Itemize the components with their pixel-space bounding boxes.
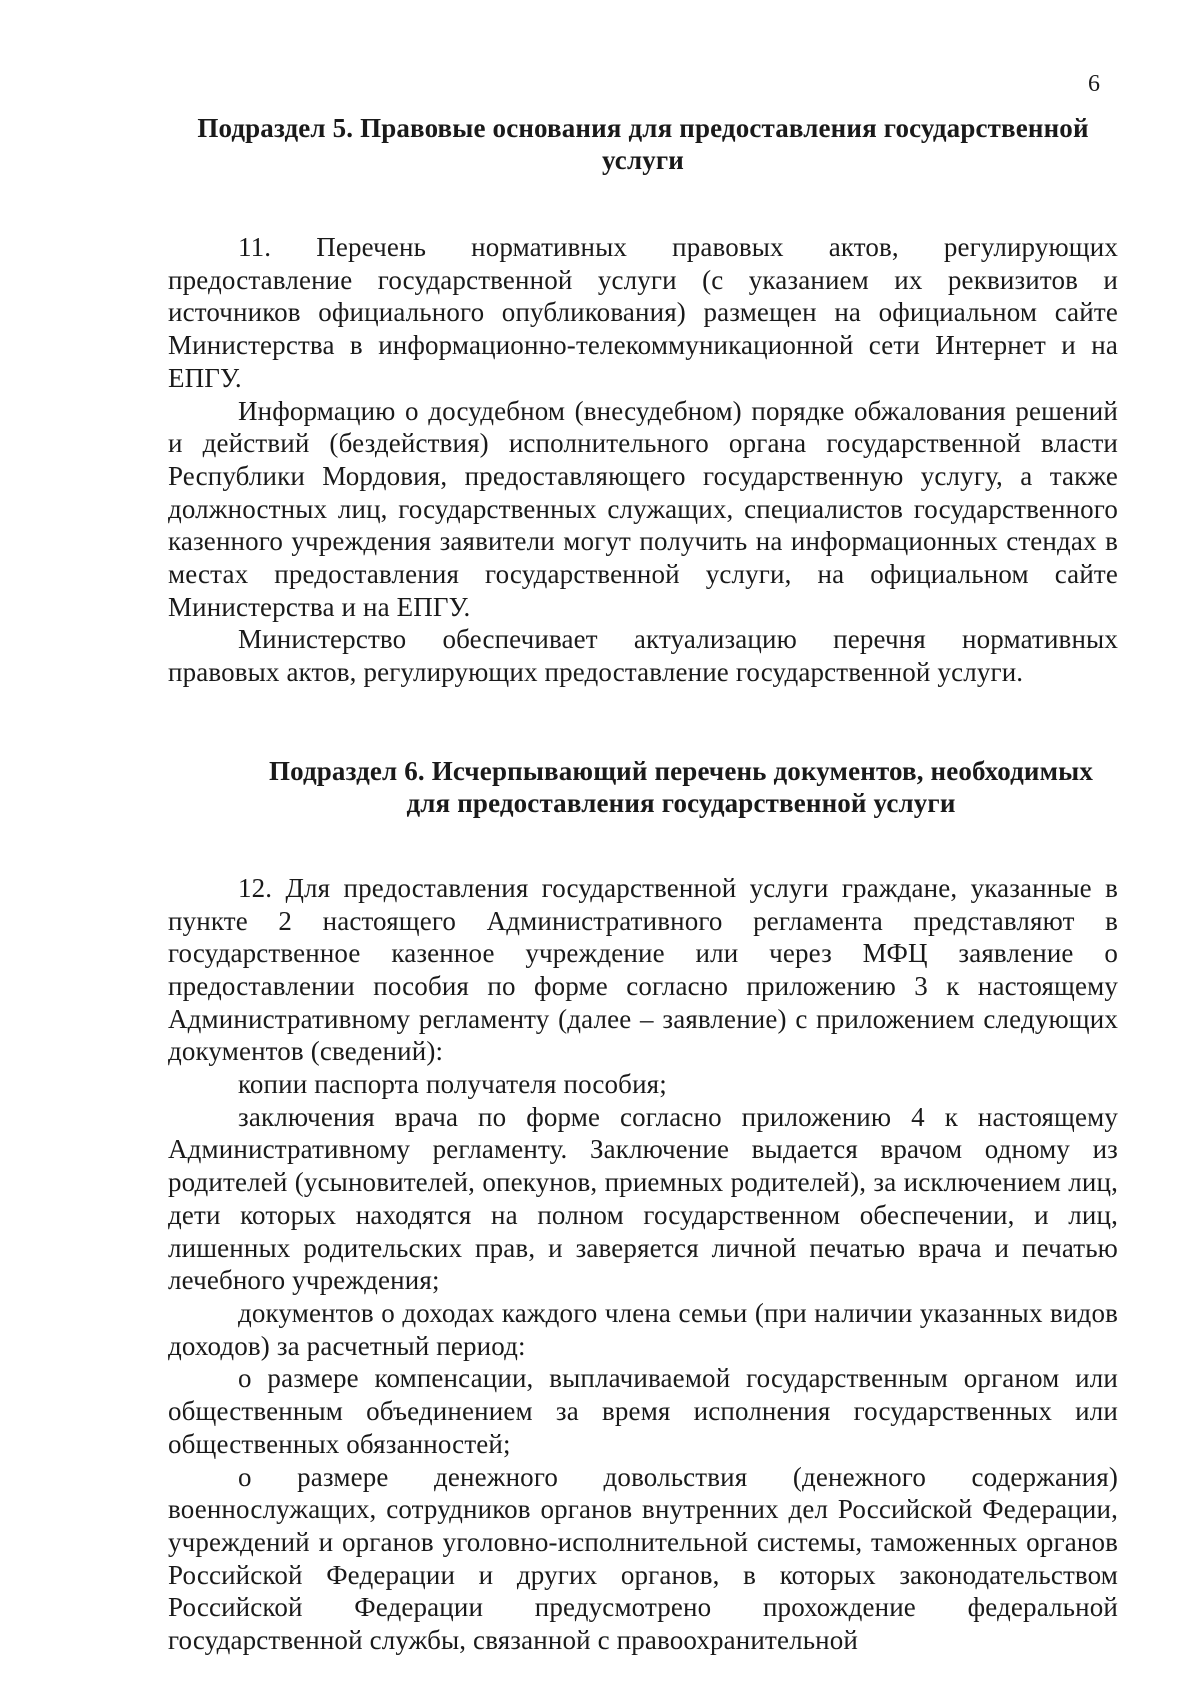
subsection-5-heading: Подраздел 5. Правовые основания для предоставления государственной услуги — [197, 113, 1089, 175]
document-body — [168, 112, 1118, 1657]
paragraph-ministry-update: Министерство обеспечивает актуализацию перечня нормативных правовых актов, регулирующих предоставление государственной услуги. — [168, 624, 1118, 688]
list-item-allowance: о размере денежного довольствия (денежного содержания) военнослужащих, сотрудников органов внутренних дел Российской Федерации, учреждений и органов уголовно-исполнительной системы, таможенных органов Российской Федерации и других органов, в которых законодательством Российской Федерации предусмотрено прохождение федеральной государственной службы, связанной с правоохранительной — [168, 1461, 1118, 1656]
paragraph-appeal-info: Информацию о досудебном (внесудебном) порядке обжалования решений и действий (бездействия) исполнительного органа государственной власти Республики Мордовия, предоставляющего государственную услугу, а также должностных лиц, государственных служащих, специалистов государственного казенного учреждения заявители могут получить на информационных стендах в местах предоставления государственной услуги, на официальном сайте Министерства и на ЕПГУ. — [168, 395, 1118, 622]
subsection-6-heading: Подраздел 6. Исчерпывающий перечень документов, необходимых для предоставления государственной услуги — [268, 755, 1094, 818]
page-number: 6 — [1088, 71, 1100, 97]
list-item-passport-copy: копии паспорта получателя пособия; — [238, 1069, 667, 1100]
list-item-income-documents: документов о доходах каждого члена семьи (при наличии указанных видов доходов) за расчетный период: — [168, 1297, 1118, 1361]
paragraph-12: 12. Для предоставления государственной услуги граждане, указанные в пункте 2 настоящего Административного регламента представляют в государственное казенное учреждение или через МФЦ заявление о предоставлении пособия по форме согласно приложению 3 к настоящему Административному регламенту (далее – заявление) с приложением следующих документов (сведений): — [168, 872, 1118, 1067]
list-item-compensation: о размере компенсации, выплачиваемой государственным органом или общественным объединением за время исполнения государственных или общественных обязанностей; — [168, 1363, 1118, 1459]
paragraph-11: 11. Перечень нормативных правовых актов, регулирующих предоставление государственной услуги (с указанием их реквизитов и источников официального опубликования) размещен на официальном сайте Министерства в информационно-телекоммуникационной сети Интернет и на ЕПГУ. — [168, 232, 1118, 393]
list-item-doctor-conclusion: заключения врача по форме согласно приложению 4 к настоящему Административному регламенту. Заключение выдается врачом одному из родителей (усыновителей, опекунов, приемных родителей), за исключением лиц, дети которых находятся на полном государственном обеспечении, и лиц, лишенных родительских прав, и заверяется личной печатью врача и печатью лечебного учреждения; — [168, 1101, 1118, 1296]
